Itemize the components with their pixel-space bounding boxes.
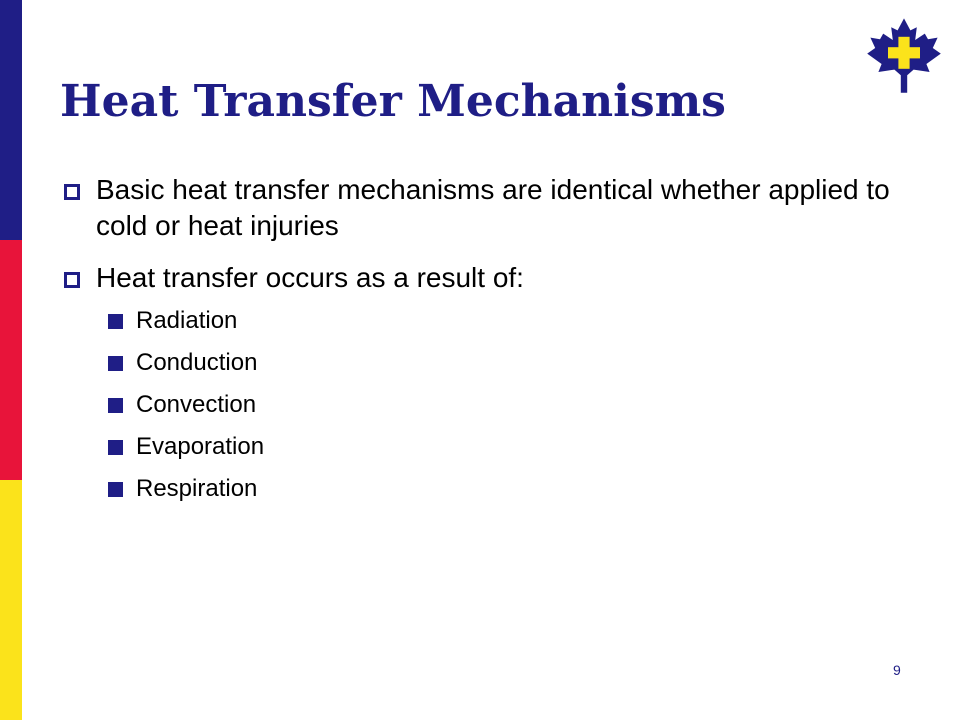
filled-square-bullet-icon [108, 314, 123, 329]
sub-bullet-item [108, 390, 264, 420]
maple-leaf-cross-icon [864, 16, 944, 96]
side-stripe-yellow [0, 480, 22, 720]
sub-bullet-text: Convection [136, 391, 257, 418]
sub-bullet-text: Evaporation [136, 433, 265, 460]
filled-square-bullet-icon [108, 356, 123, 371]
bullet-text: Basic heat transfer mechanisms are identical whether applied to cold or heat injuries [96, 174, 890, 241]
side-stripe-blue [0, 0, 22, 240]
hollow-square-bullet-icon [64, 184, 80, 200]
slide-title: Heat Transfer Mechanisms [60, 76, 726, 127]
sub-bullet-text: Respiration [136, 475, 258, 502]
side-stripe-red [0, 240, 22, 480]
filled-square-bullet-icon [108, 440, 123, 455]
slide-number: 9 [893, 662, 901, 678]
sub-bullet-text: Conduction [136, 349, 258, 376]
filled-square-bullet-icon [108, 482, 123, 497]
sub-bullet-text: Radiation [136, 307, 238, 334]
hollow-square-bullet-icon [64, 272, 80, 288]
bullet-item [62, 260, 922, 296]
sub-bullet-item [108, 432, 264, 462]
filled-square-bullet-icon [108, 398, 123, 413]
sub-bullet-list [108, 306, 264, 516]
sub-bullet-item [108, 306, 264, 336]
bullet-item [62, 172, 922, 244]
sub-bullet-item [108, 474, 264, 504]
bullet-list [62, 172, 922, 312]
sub-bullet-item [108, 348, 264, 378]
bullet-text: Heat transfer occurs as a result of: [96, 262, 524, 293]
